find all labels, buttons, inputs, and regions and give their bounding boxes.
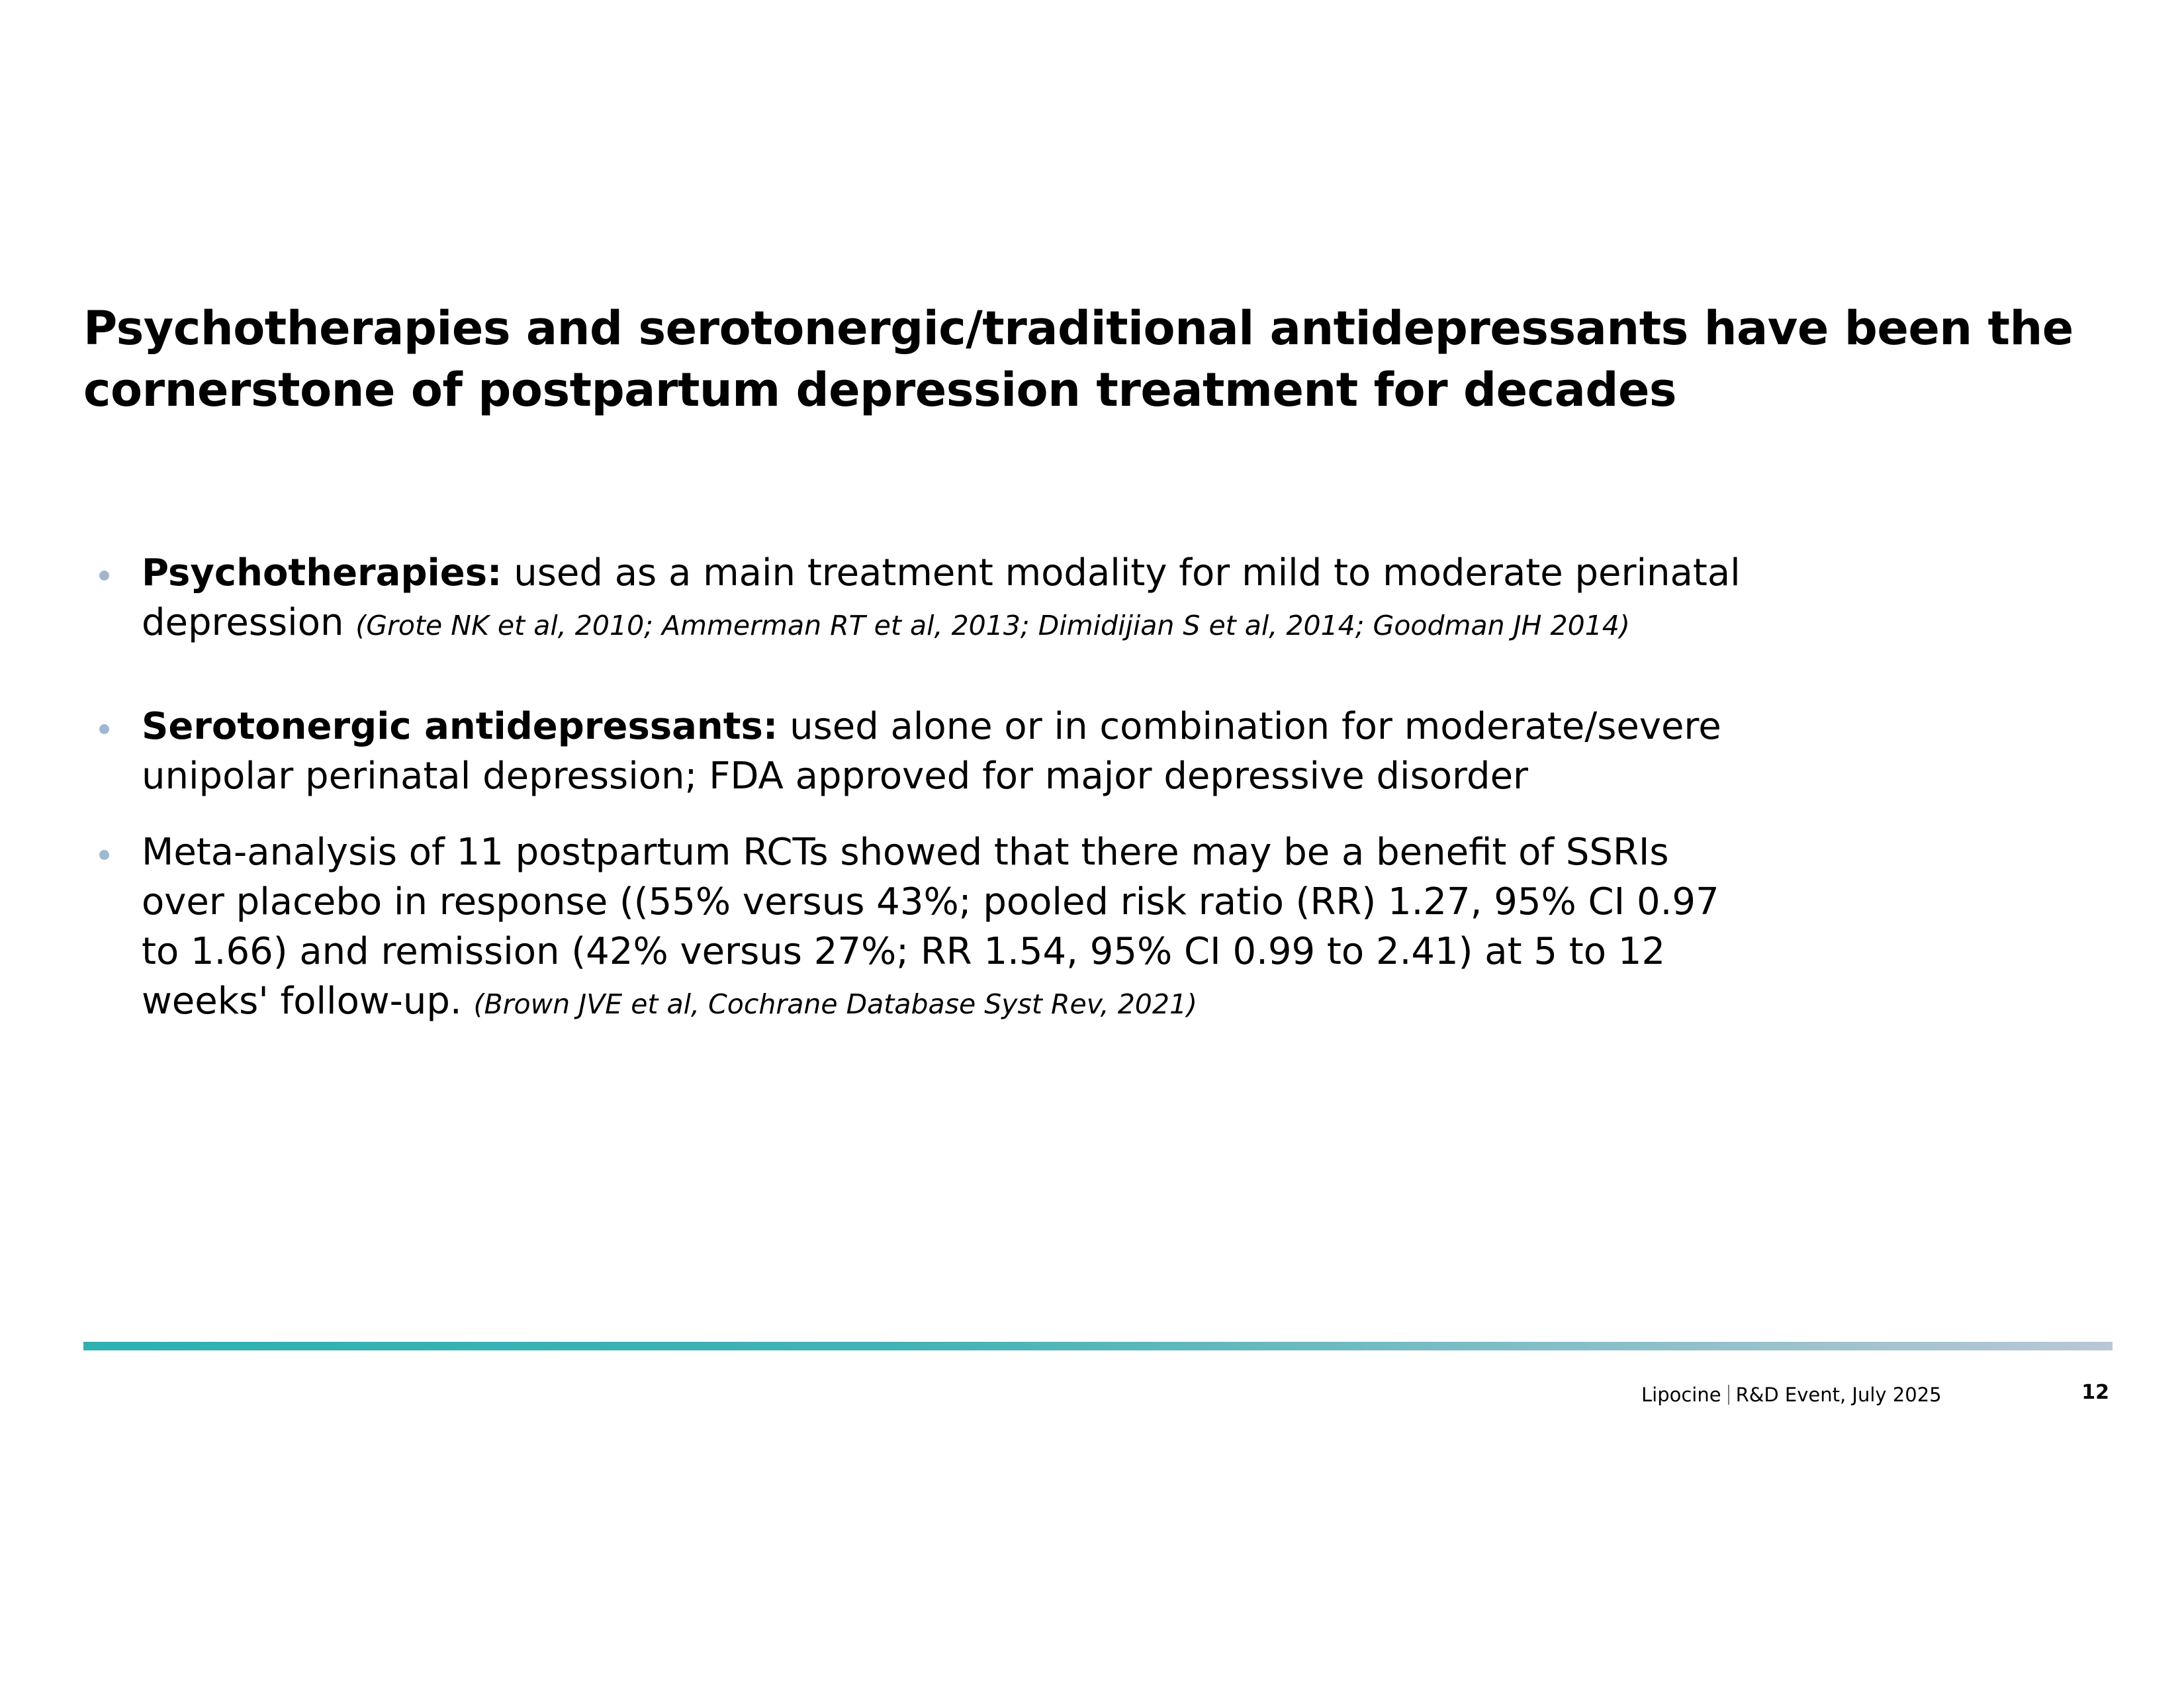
bullet-line: Meta-analysis of 11 postpartum RCTs showed that there may be a benefit of SSRIs — [142, 831, 1669, 874]
footer-company: Lipocine — [1641, 1383, 1721, 1406]
footer-event: R&D Event, July 2025 — [1735, 1383, 1942, 1406]
bullet-line: over placebo in response ((55% versus 43%; pooled risk ratio (RR) 1.27, 95% CI 0.97 — [142, 880, 1719, 923]
slide-title-line-2: cornerstone of postpartum depression treatment for decades — [83, 363, 1677, 417]
bullet-line: unipolar perinatal depression; FDA approved for major depressive disorder — [142, 755, 1529, 798]
slide-title — [83, 298, 2109, 421]
footer-separator — [1728, 1385, 1729, 1405]
page-number: 12 — [2081, 1381, 2109, 1404]
bullet-line — [142, 976, 1756, 1029]
bullet-line: to 1.66) and remission (42% versus 27%; RR 1.54, 95% CI 0.99 to 2.41) at 5 to 12 — [142, 930, 1666, 973]
slide-title-line-1: Psychotherapies and serotonergic/traditional antidepressants have been the — [83, 301, 2073, 355]
bullet-body: used as a main treatment modality for mild to moderate perinatal — [502, 551, 1741, 594]
bullet-body: weeks' follow-up. — [142, 980, 474, 1023]
bullet-line — [142, 702, 1756, 751]
bullet-dot-icon — [99, 724, 109, 734]
bullet-line — [142, 548, 1756, 598]
bullet-body: used alone or in combination for moderate/severe — [778, 705, 1721, 748]
footer-label — [1641, 1383, 1942, 1406]
bullet-line — [142, 598, 1756, 651]
bullet-text — [142, 827, 1756, 1029]
bullet-text — [142, 702, 1756, 801]
bullet-text — [142, 548, 1756, 651]
footer-divider — [83, 1342, 2113, 1350]
citation: (Brown JVE et al, Cochrane Database Syst Rev, 2021) — [473, 988, 1198, 1020]
bullet-dot-icon — [99, 571, 109, 581]
citation: (Grote NK et al, 2010; Ammerman RT et al, 2013; Dimidijian S et al, 2014; Goodman JH 2014) — [355, 610, 1630, 641]
bullet-lead: Psychotherapies: — [142, 551, 502, 594]
bullet-body: depression — [142, 601, 356, 644]
bullet-lead: Serotonergic antidepressants: — [142, 705, 778, 748]
bullet-dot-icon — [99, 850, 109, 860]
